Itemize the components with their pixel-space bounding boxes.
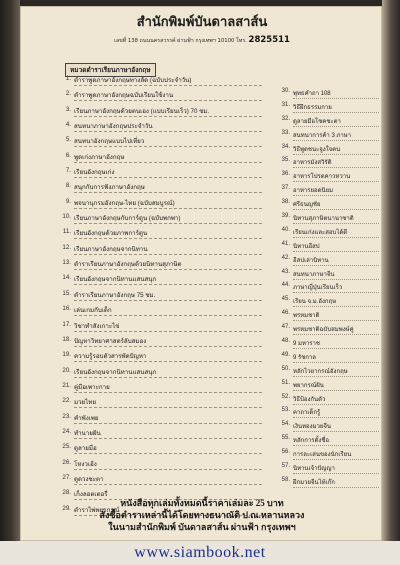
- book-title: เรียนอังกฤษด้วยภาพการ์ตูน: [74, 228, 262, 239]
- book-title: มวยไทย: [74, 397, 262, 408]
- order-info: [21, 497, 382, 533]
- list-item: [55, 428, 265, 443]
- list-item: [55, 213, 265, 228]
- address-text: เลขที่ 138 ถนนนครสวรรค์ ผ่านฟ้า กรุงเทพฯ 10100 โทร.: [114, 38, 247, 44]
- list-item: [273, 282, 381, 296]
- item-number: 58.: [281, 476, 290, 483]
- publisher-header: [21, 11, 382, 45]
- list-item: [55, 90, 265, 105]
- book-title: พุทธคำถา 108: [293, 88, 379, 99]
- list-item: [273, 213, 381, 227]
- book-title: ศรีธนญชัย: [293, 199, 379, 210]
- book-edge: [382, 0, 400, 565]
- item-number: 10.: [62, 213, 71, 221]
- book-title: ภาษาญี่ปุ่นเรียนเร็ว: [293, 282, 379, 293]
- book-title: นิทานสุภาษิตนานาชาติ: [293, 213, 379, 224]
- item-number: 50.: [281, 365, 290, 372]
- book-title: อาหารมังสวิรัติ: [293, 157, 379, 168]
- book-title: ดูลายมือ: [74, 443, 262, 454]
- book-title: คำพังเพย: [74, 413, 262, 424]
- list-item: [273, 269, 381, 283]
- book-title: 9 มหาราช: [293, 338, 379, 349]
- list-item: [273, 144, 381, 158]
- item-number: 37.: [281, 185, 290, 192]
- item-number: 4.: [65, 121, 71, 129]
- item-number: 25.: [62, 443, 71, 451]
- book-title: เรียน จ.ม.อังกฤษ: [293, 296, 379, 307]
- item-number: 52.: [281, 393, 290, 400]
- item-number: 15.: [62, 289, 71, 297]
- book-title: ฝึกมวยจีนไท้เก๊ก: [293, 477, 379, 488]
- list-item: [273, 157, 381, 171]
- list-item: [273, 227, 381, 241]
- item-number: 35.: [281, 157, 290, 164]
- book-title: วิธีพูดชนะจูงใจคน: [293, 144, 379, 155]
- book-title: เรียนเก่งและสอบได้ดี: [293, 227, 379, 238]
- list-item: [273, 435, 381, 449]
- book-title: ตำราเรียนภาษาอังกฤษ 75 ชม.: [74, 290, 262, 301]
- list-item: [55, 443, 265, 458]
- item-number: 18.: [62, 335, 71, 343]
- item-number: 53.: [281, 407, 290, 414]
- book-title: สนทนาอังกฤษแบบไปเที่ยว: [74, 136, 262, 147]
- list-item: [273, 407, 381, 421]
- book-title: ความรู้รอบตัวสารพัดปัญหา: [74, 351, 262, 362]
- item-number: 46.: [281, 310, 290, 317]
- item-number: 16.: [62, 305, 71, 313]
- book-title: เรียนอังกฤษจากนิทานแสนสนุก: [74, 274, 262, 285]
- item-number: 13.: [62, 259, 71, 267]
- book-title: อาหารโปรดคาวหวาน: [293, 171, 379, 182]
- list-item: [55, 228, 265, 243]
- list-item: [273, 171, 381, 185]
- item-number: 48.: [281, 338, 290, 345]
- item-number: 11.: [62, 228, 71, 236]
- item-number: 41.: [281, 240, 290, 247]
- list-item: [55, 198, 265, 213]
- item-number: 29.: [62, 504, 71, 512]
- item-number: 33.: [281, 129, 290, 136]
- item-number: 32.: [281, 115, 290, 122]
- item-number: 42.: [281, 254, 290, 261]
- book-title: สนุกกับการฟังภาษาอังกฤษ: [74, 182, 262, 193]
- book-title: พจนานุกรมอังกฤษ-ไทย (ฉบับสมบูรณ์): [74, 198, 262, 209]
- list-item: [273, 380, 381, 394]
- item-number: 20.: [62, 366, 71, 374]
- list-item: [55, 152, 265, 167]
- book-title: ตำราเรียนภาษาอังกฤษด้วยนิทานสุภาษิต: [74, 259, 262, 270]
- list-item: [55, 75, 265, 90]
- list-item: [55, 351, 265, 366]
- list-item: [273, 338, 381, 352]
- back-cover-page: [20, 6, 382, 541]
- book-title: นิทานอีสป: [293, 241, 379, 252]
- list-item: [55, 336, 265, 351]
- order-line: สั่งซื้อตำราเหล่านี้ได้โดยทางธนาณัติ ป.ณ.หลานหลวง: [99, 510, 305, 520]
- item-number: 8.: [65, 182, 71, 190]
- item-number: 9.: [65, 197, 71, 205]
- phone-number: 2825511: [248, 35, 290, 45]
- item-number: 24.: [62, 427, 71, 435]
- book-title: พยากรณ์ฝัน: [293, 380, 379, 391]
- list-item: [55, 244, 265, 259]
- item-number: 56.: [281, 449, 290, 456]
- list-item: [55, 382, 265, 397]
- list-item: [273, 310, 381, 324]
- item-number: 31.: [281, 101, 290, 108]
- list-item: [273, 185, 381, 199]
- book-title: โหงวเฮ้ง: [74, 459, 262, 470]
- list-item: [55, 121, 265, 136]
- list-item: [273, 130, 381, 144]
- item-number: 34.: [281, 143, 290, 150]
- list-item: [55, 397, 265, 412]
- publisher-address: [21, 35, 382, 45]
- list-item: [273, 477, 381, 491]
- item-number: 54.: [281, 421, 290, 428]
- item-number: 7.: [65, 167, 71, 175]
- item-number: 5.: [65, 136, 71, 144]
- item-number: 14.: [62, 274, 71, 282]
- book-title: นิทานเจ้าปัญญา: [293, 463, 379, 474]
- item-number: 22.: [62, 397, 71, 405]
- book-title: คู่มือเพาะกาย: [74, 382, 262, 393]
- list-item: [55, 290, 265, 305]
- book-title: วิธีป้องกันตัว: [293, 394, 379, 405]
- book-title: พูดเก่งภาษาอังกฤษ: [74, 152, 262, 163]
- price-line: หนังสือทุกเล่มทั้งหมดนี้ราคาเล่มละ 25 บาท: [120, 498, 284, 508]
- book-title: พรหมชาติฉบับสมพงษ์คู่: [293, 324, 379, 335]
- book-title: วิธีฝึกธรรมกาย: [293, 102, 379, 113]
- book-title: เรียนภาษาอังกฤษด้วยตนเอง (แบบเรียนเร็ว) 70 ชม.: [74, 106, 262, 117]
- list-item: [273, 241, 381, 255]
- item-number: 43.: [281, 268, 290, 275]
- item-number: 19.: [62, 351, 71, 359]
- list-item: [55, 367, 265, 382]
- item-number: 30.: [281, 88, 290, 94]
- list-item: [55, 259, 265, 274]
- item-number: 44.: [281, 282, 290, 289]
- item-number: 21.: [62, 381, 71, 389]
- book-title: เรียนภาษาอังกฤษกับการ์ตูน (ฉบับพกพา): [74, 213, 262, 224]
- list-item: [55, 321, 265, 336]
- book-title: คาถาเด็กรู้: [293, 407, 379, 418]
- item-number: 57.: [281, 463, 290, 470]
- list-item: [273, 421, 381, 435]
- item-number: 23.: [62, 412, 71, 420]
- item-number: 36.: [281, 171, 290, 178]
- book-title: ปัญหาวิทยาศาสตร์ลับสมอง: [74, 336, 262, 347]
- list-item: [55, 474, 265, 489]
- item-number: 6.: [65, 151, 71, 159]
- book-title: หลักไวยากรณ์อังกฤษ: [293, 366, 379, 377]
- book-title: การละเล่นของนักเรียน: [293, 449, 379, 460]
- list-item: [273, 102, 381, 116]
- item-number: 3.: [65, 105, 71, 113]
- book-title: ดูลายมือโชคชะตา: [293, 116, 379, 127]
- list-item: [55, 106, 265, 121]
- item-number: 28.: [62, 489, 71, 497]
- book-title: เรียนอังกฤษเก่ง: [74, 167, 262, 178]
- book-spine: [0, 0, 20, 565]
- book-title: อีสปเล่านิทาน: [293, 255, 379, 266]
- section-title: หมวดตำราเรียนภาษาอังกฤษ: [65, 63, 156, 77]
- list-item: [273, 255, 381, 269]
- list-item: [273, 394, 381, 408]
- book-title: สนทนาการค้า 3 ภาษา: [293, 130, 379, 141]
- list-item: [55, 413, 265, 428]
- item-number: 26.: [62, 458, 71, 466]
- item-number: 27.: [62, 473, 71, 481]
- book-title: เรียนอังกฤษจากนิทานแสนสนุก: [74, 367, 262, 378]
- list-item: [55, 274, 265, 289]
- list-item: [273, 449, 381, 463]
- list-item: [55, 305, 265, 320]
- list-item: [55, 182, 265, 197]
- item-number: 17.: [62, 320, 71, 328]
- book-title: ตำราพูดภาษาอังกฤษฉบับเรียนใช้งาน: [74, 90, 262, 101]
- item-number: 12.: [62, 243, 71, 251]
- list-item: [55, 459, 265, 474]
- book-list-right: [273, 88, 381, 491]
- list-item: [273, 116, 381, 130]
- item-number: 47.: [281, 324, 290, 331]
- item-number: 2.: [65, 90, 71, 98]
- item-number: 45.: [281, 296, 290, 303]
- book-list-left: [55, 75, 265, 520]
- book-title: วิชาทำสังเกาะไข่: [74, 321, 262, 332]
- item-number: 55.: [281, 435, 290, 442]
- list-item: [273, 463, 381, 477]
- list-item: [273, 352, 381, 366]
- site-watermark: www.siambook.net: [134, 544, 266, 561]
- book-title: ทำนายฝัน: [74, 428, 262, 439]
- book-title: 9 รัชกาล: [293, 352, 379, 363]
- book-title: เงินทองมวยจีน: [293, 421, 379, 432]
- list-item: [55, 167, 265, 182]
- book-title: สนทนาภาษาจีน: [293, 269, 379, 280]
- list-item: [273, 366, 381, 380]
- book-title: พรหมชาติ: [293, 310, 379, 321]
- list-item: [273, 324, 381, 338]
- book-title: เก็งลอตเตอรี่: [74, 489, 262, 500]
- list-item: [273, 88, 381, 102]
- publisher-name: สำนักพิมพ์บันดาลสาส์น: [136, 14, 268, 29]
- item-number: 39.: [281, 213, 290, 220]
- book-title: ดูดวงชะตา: [74, 474, 262, 485]
- list-item: [55, 136, 265, 151]
- book-title: เล่นเกมกับเด็ก: [74, 305, 262, 316]
- item-number: 1.: [65, 75, 71, 82]
- item-number: 51.: [281, 379, 290, 386]
- book-title: ตำราพูดภาษาอังกฤษทางลัด (ฉบับประจำวัน): [74, 75, 262, 86]
- item-number: 38.: [281, 199, 290, 206]
- list-item: [273, 296, 381, 310]
- item-number: 49.: [281, 351, 290, 358]
- book-title: หลักการตั้งชื่อ: [293, 435, 379, 446]
- book-title: สนทนาภาษาอังกฤษประจำวัน: [74, 121, 262, 132]
- payee-line: ในนามสำนักพิมพ์ บันดาลสาส์น ผ่านฟ้า กรุงเทพฯ: [108, 522, 296, 532]
- book-title: เรียนภาษาอังกฤษจากนิทาน: [74, 244, 262, 255]
- list-item: [273, 199, 381, 213]
- item-number: 40.: [281, 226, 290, 233]
- book-title: ตำราไพ่พยากรณ์: [74, 505, 262, 516]
- book-title: อาหารยอดนิยม: [293, 185, 379, 196]
